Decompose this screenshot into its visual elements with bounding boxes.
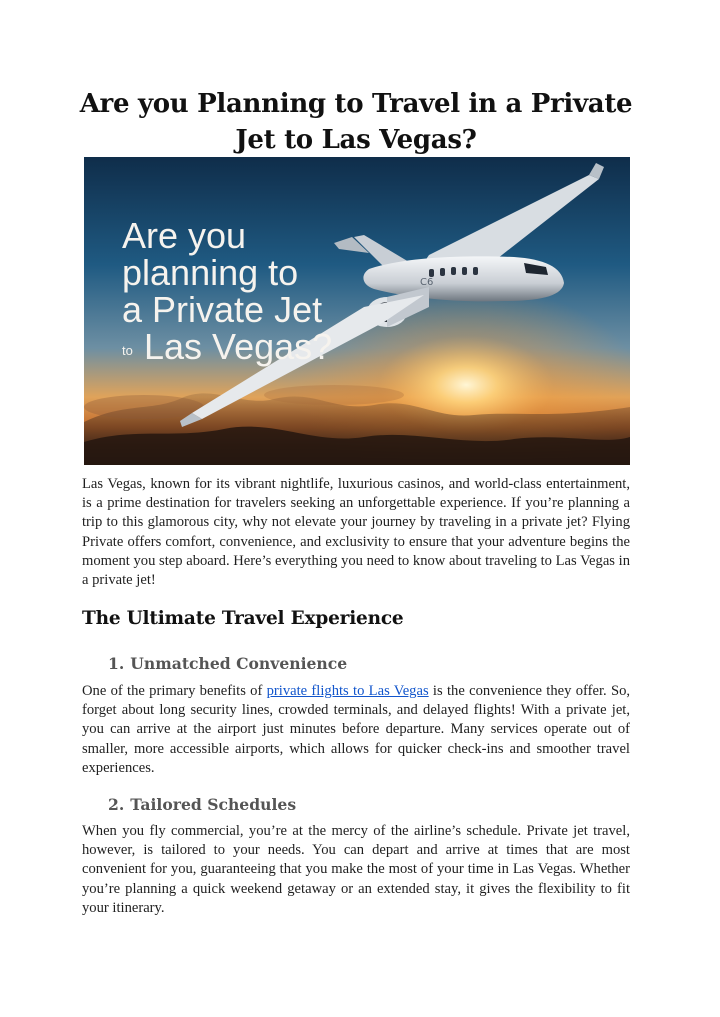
hero-line-3: a Private Jet	[122, 289, 323, 330]
section-heading: The Ultimate Travel Experience	[82, 608, 404, 629]
intro-paragraph: Las Vegas, known for its vibrant nightlife, luxurious casinos, and world-class entertainment, is a prime destination for travelers seeking an unforgettable experience. If you’re planning a trip to this glamorous city, why not elevate your journey by traveling in a private jet? Flying Private offers comfort, convenience, and exclusivity to ensure that your adventure begins the moment you step aboard. Here’s everything you need to know about traveling to Las Vegas in a private jet!	[82, 476, 630, 589]
hero-line-2: planning to	[122, 252, 299, 293]
hero-line-4: to	[122, 343, 133, 358]
subheading-text: Unmatched Convenience	[130, 654, 348, 673]
subheading-convenience	[108, 654, 347, 673]
page-title: Are you Planning to Travel in a Private Jet to Las Vegas?	[79, 89, 633, 155]
tail-code: C6	[420, 277, 434, 288]
paragraph-text: is the convenience they offer. So, forget about long security lines, crowded terminals, and delayed flights! With a private jet, you can arrive at the airport just minutes before departure. Many services operate out of smaller, more accessible airports, which allows for quicker check-ins and smoother travel experiences.	[82, 683, 631, 776]
paragraph-text: One of the primary benefits of	[82, 683, 267, 699]
schedules-paragraph: When you fly commercial, you’re at the mercy of the airline’s schedule. Private jet travel, however, is tailored to your needs. You can depart and arrive at times that are most convenient for you, guaranteeing that you make the most of your time in Las Vegas. Whether you’re planning a quick weekend getaway or an extended stay, it gives the flexibility to fit your itinerary.	[82, 823, 630, 916]
hero-line-1: Are you	[122, 215, 247, 256]
hero-image	[84, 157, 630, 465]
subheading-number: 1.	[108, 654, 125, 673]
subheading-text: Tailored Schedules	[130, 795, 297, 814]
subheading-number: 2.	[108, 795, 125, 814]
convenience-paragraph	[82, 682, 630, 778]
subheading-schedules	[108, 795, 296, 814]
private-flights-link[interactable]: private flights to Las Vegas	[266, 683, 429, 699]
hero-line-5: Las Vegas?	[144, 326, 333, 367]
